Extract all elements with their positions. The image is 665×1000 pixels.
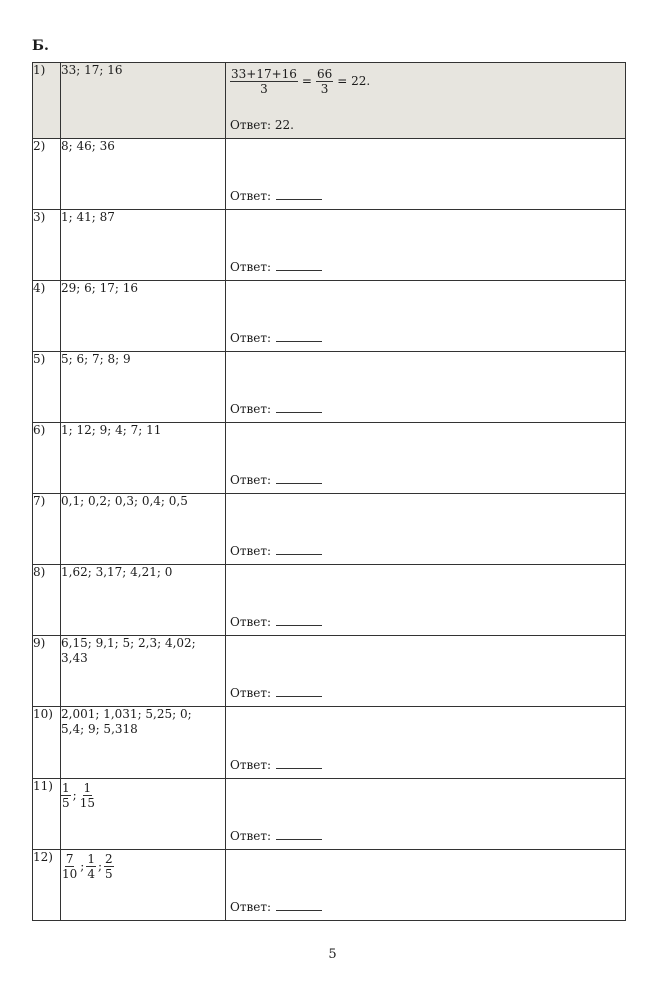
task-data: 1; 12; 9; 4; 7; 11 — [61, 423, 226, 494]
fraction-denominator: 15 — [79, 796, 95, 810]
answer-blank[interactable] — [276, 758, 322, 769]
task-number: 6) — [33, 423, 61, 494]
task-number: 5) — [33, 352, 61, 423]
fraction-denominator: 4 — [87, 867, 95, 881]
answer-label: Ответ: — [230, 260, 272, 274]
task-data: 8; 46; 36 — [61, 139, 226, 210]
task-number: 9) — [33, 636, 61, 707]
task-data-line-2: 3,43 — [61, 651, 88, 665]
answer-blank[interactable] — [276, 189, 322, 200]
task-data-line-2: 5,4; 9; 5,318 — [61, 722, 138, 736]
task-data-line-1: 2,001; 1,031; 5,25; 0; — [61, 707, 192, 721]
solution-cell[interactable] — [226, 707, 626, 779]
answer-label: Ответ: — [230, 900, 272, 914]
answer-blank[interactable] — [276, 402, 322, 413]
answer-blank[interactable] — [276, 615, 322, 626]
table-row — [33, 850, 626, 921]
table-row — [33, 423, 626, 494]
answer-line — [230, 829, 322, 844]
task-number: 3) — [33, 210, 61, 281]
answer-line — [230, 758, 322, 773]
table-row — [33, 565, 626, 636]
task-data: 1,62; 3,17; 4,21; 0 — [61, 565, 226, 636]
task-data — [61, 850, 226, 921]
fraction-numerator: 2 — [105, 852, 113, 866]
table-row — [33, 494, 626, 565]
solution-cell[interactable] — [226, 565, 626, 636]
table-row — [33, 352, 626, 423]
answer-line — [230, 189, 322, 204]
answer-line — [230, 615, 322, 630]
solution-cell[interactable] — [226, 210, 626, 281]
result-numerator: 66 — [316, 67, 333, 81]
sum-numerator: 33+17+16 — [231, 67, 297, 81]
example-answer: Ответ: 22. — [230, 118, 294, 132]
table-row — [33, 779, 626, 850]
fraction — [79, 781, 96, 810]
solution-cell[interactable] — [226, 494, 626, 565]
table-row — [33, 210, 626, 281]
task-number: 1) — [33, 63, 61, 139]
answer-line — [230, 402, 322, 417]
answer-line — [230, 544, 322, 559]
table-row-example — [33, 63, 626, 139]
answer-blank[interactable] — [276, 544, 322, 555]
table-row — [33, 636, 626, 707]
answer-label: Ответ: — [230, 331, 272, 345]
answer-label: Ответ: — [230, 758, 272, 772]
answer-label: Ответ: — [230, 402, 272, 416]
task-data — [61, 636, 226, 707]
fraction-separator: ; — [72, 788, 77, 802]
result-denominator: 3 — [320, 82, 329, 96]
task-data: 5; 6; 7; 8; 9 — [61, 352, 226, 423]
page-number: 5 — [328, 947, 337, 962]
task-data — [61, 707, 226, 779]
solution-cell[interactable] — [226, 281, 626, 352]
fraction-numerator: 1 — [83, 781, 92, 795]
answer-blank[interactable] — [276, 331, 322, 342]
answer-blank[interactable] — [276, 686, 322, 697]
answer-line — [230, 473, 322, 488]
answer-label: Ответ: — [230, 686, 272, 700]
table-row — [33, 707, 626, 779]
fraction-separator: ; — [97, 859, 103, 873]
task-number: 12) — [33, 850, 61, 921]
answer-line — [230, 260, 322, 275]
fraction-list — [61, 781, 225, 810]
answer-blank[interactable] — [276, 260, 322, 271]
task-number: 2) — [33, 139, 61, 210]
example-solution — [226, 63, 626, 139]
answer-blank[interactable] — [276, 829, 322, 840]
answer-line — [230, 686, 322, 701]
task-data-line-1: 6,15; 9,1; 5; 2,3; 4,02; — [61, 636, 196, 650]
tasks-table — [32, 62, 626, 921]
solution-cell[interactable] — [226, 636, 626, 707]
fraction-separator: ; — [80, 859, 85, 873]
answer-line — [230, 331, 322, 346]
fraction-numerator: 7 — [65, 852, 74, 866]
fraction — [61, 852, 78, 881]
equals-sign: = — [301, 74, 312, 88]
solution-cell[interactable] — [226, 850, 626, 921]
task-data — [61, 779, 226, 850]
task-number: 11) — [33, 779, 61, 850]
answer-label: Ответ: — [230, 189, 272, 203]
table-row — [33, 281, 626, 352]
answer-line — [230, 900, 322, 915]
fraction-denominator: 5 — [105, 867, 113, 881]
answer-label: Ответ: — [230, 473, 272, 487]
fraction-numerator: 1 — [62, 781, 70, 795]
task-data: 0,1; 0,2; 0,3; 0,4; 0,5 — [61, 494, 226, 565]
task-number: 4) — [33, 281, 61, 352]
task-data: 33; 17; 16 — [61, 63, 226, 139]
solution-cell[interactable] — [226, 423, 626, 494]
task-number: 7) — [33, 494, 61, 565]
sum-fraction — [230, 67, 298, 96]
result-value: = 22. — [337, 74, 371, 88]
sum-denominator: 3 — [260, 82, 268, 96]
fraction-list — [61, 852, 225, 881]
task-number: 8) — [33, 565, 61, 636]
fraction — [86, 852, 96, 881]
answer-label: Ответ: — [230, 829, 272, 843]
fraction-denominator: 5 — [62, 796, 70, 810]
solution-cell[interactable] — [226, 779, 626, 850]
answer-blank[interactable] — [276, 473, 322, 484]
section-label: Б. — [32, 38, 49, 54]
task-data: 29; 6; 17; 16 — [61, 281, 226, 352]
table-row — [33, 139, 626, 210]
task-number: 10) — [33, 707, 61, 779]
fraction-numerator: 1 — [87, 852, 95, 866]
answer-blank[interactable] — [276, 900, 322, 911]
solution-cell[interactable] — [226, 139, 626, 210]
answer-label: Ответ: — [230, 544, 272, 558]
fraction — [104, 852, 114, 881]
example-calculation — [230, 67, 370, 96]
fraction-denominator: 10 — [62, 867, 78, 881]
answer-label: Ответ: — [230, 615, 272, 629]
task-data: 1; 41; 87 — [61, 210, 226, 281]
fraction — [61, 781, 71, 810]
solution-cell[interactable] — [226, 352, 626, 423]
result-fraction — [316, 67, 333, 96]
